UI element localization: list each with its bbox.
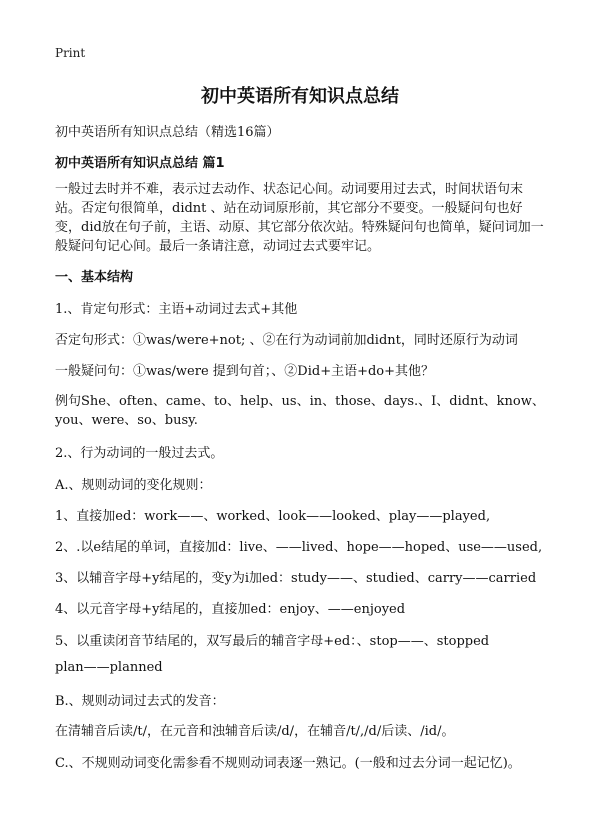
page-title: 初中英语所有知识点总结 bbox=[201, 86, 399, 107]
rule-a-heading: A.、规则动词的变化规则： bbox=[55, 478, 212, 493]
rule-5: 5、以重读闭音节结尾的，双写最后的辅音字母+ed：、stop——、stopped bbox=[55, 634, 490, 649]
rule-2: 2、.以e结尾的单词，直接加d：live、——lived、hope——hoped、use——used, bbox=[55, 540, 543, 555]
rule-4: 4、以元音字母+y结尾的，直接加ed：enjoy、——enjoyed bbox=[55, 602, 406, 617]
rule-3: 3、以辅音字母+y结尾的，变y为i加ed：study——、studied、carry——carried bbox=[55, 571, 537, 586]
past-tense-heading: 2.、行为动词的一般过去式。 bbox=[55, 446, 224, 461]
negative-form: 否定句形式：①was/were+not; 、②在行为动词前加didnt，同时还原行为动词 bbox=[55, 333, 518, 348]
heading-basic-structure: 一、基本结构 bbox=[55, 270, 134, 285]
section-title: 初中英语所有知识点总结 篇1 bbox=[55, 156, 225, 171]
intro-paragraph: 一般过去时并不难，表示过去动作、状态记心间。动词要用过去式，时间状语句末站。否定句很简单，didnt 、站在动词原形前，其它部分不要变。一般疑问句也好变，did放在句子前，主语、动原、其它部分依次站。特殊疑问句也简单，疑问词加一般疑问句记心间。最后一条请注意，动词过去式要牢记。 bbox=[55, 182, 544, 254]
pronunciation-rule: 在清辅音后读/t/，在元音和浊辅音后读/d/，在辅音/t/,/d/后读、/id/。 bbox=[55, 724, 455, 739]
document-subtitle: 初中英语所有知识点总结（精选16篇） bbox=[55, 125, 280, 140]
example-sentence: 例句She、often、came、to、help、us、in、those、days.、I、didnt、know、you、were、so、busy. bbox=[55, 394, 545, 428]
rule-1: 1、直接加ed：work——、worked、look——looked、play——played, bbox=[55, 509, 491, 524]
affirmative-form: 1.、肯定句形式：主语+动词过去式+其他 bbox=[55, 302, 298, 317]
rule-c: C.、不规则动词变化需参看不规则动词表逐一熟记。(一般和过去分词一起记忆)。 bbox=[55, 756, 521, 771]
question-form: 一般疑问句：①was/were 提到句首；、②Did+主语+do+其他？ bbox=[55, 364, 435, 379]
rule-b-heading: B.、规则动词过去式的发音： bbox=[55, 694, 225, 709]
print-link[interactable]: Print bbox=[55, 46, 86, 60]
rule-5-continued: plan——planned bbox=[55, 660, 163, 675]
